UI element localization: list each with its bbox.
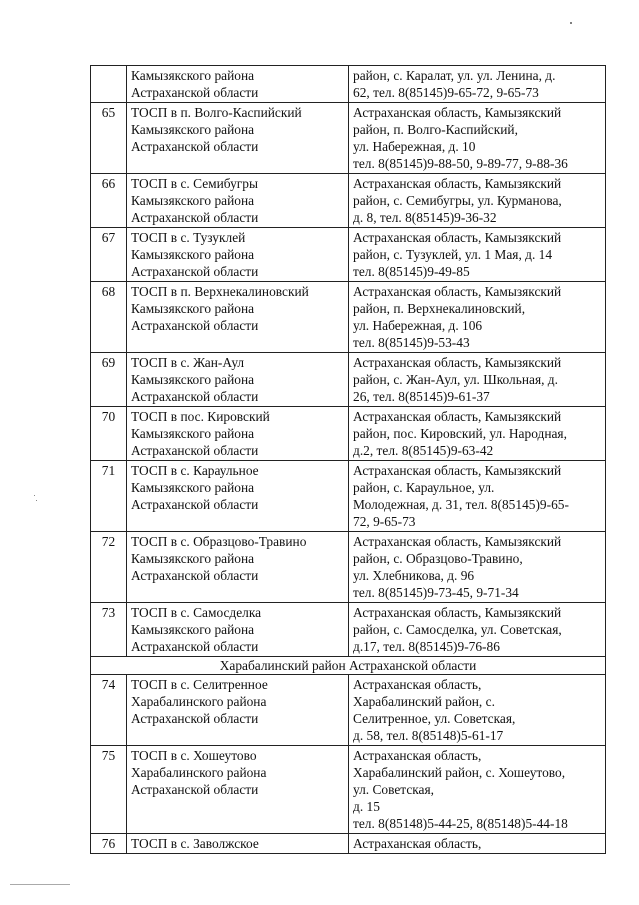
row-number-cell: 76	[91, 834, 127, 854]
table-row	[91, 282, 606, 353]
office-name-cell: ТОСП в п. Верхнекалиновский Камызякского района Астраханской области	[127, 282, 349, 353]
address-cell: Астраханская область, Харабалинский район, с. Хошеутово, ул. Советская, д. 15 тел. 8(85148)5-44-25, 8(85148)5-44-18	[349, 746, 606, 834]
table-row	[91, 603, 606, 657]
row-number-cell: 72	[91, 532, 127, 603]
row-number-cell: 70	[91, 407, 127, 461]
office-name-cell: ТОСП в с. Образцово-Травино Камызякского района Астраханской области	[127, 532, 349, 603]
office-name-cell: Камызякского района Астраханской области	[127, 66, 349, 103]
section-header-row	[91, 657, 606, 675]
row-number-cell: 65	[91, 103, 127, 174]
office-name-cell: ТОСП в с. Заволжское	[127, 834, 349, 854]
section-title: Харабалинский район Астраханской области	[91, 657, 606, 675]
address-cell: район, с. Каралат, ул. ул. Ленина, д. 62, тел. 8(85145)9-65-72, 9-65-73	[349, 66, 606, 103]
row-number-cell: 75	[91, 746, 127, 834]
office-name-cell: ТОСП в п. Волго-Каспийский Камызякского района Астраханской области	[127, 103, 349, 174]
tosp-address-table	[90, 65, 606, 854]
office-name-cell: ТОСП в с. Самосделка Камызякского района Астраханской области	[127, 603, 349, 657]
row-number-cell: 73	[91, 603, 127, 657]
address-cell: Астраханская область, Харабалинский район, с. Селитренное, ул. Советская, д. 58, тел. 8(85148)5-61-17	[349, 675, 606, 746]
office-name-cell: ТОСП в с. Хошеутово Харабалинского района Астраханской области	[127, 746, 349, 834]
address-cell: Астраханская область, Камызякский район, с. Образцово-Травино, ул. Хлебникова, д. 96 тел. 8(85145)9-73-45, 9-71-34	[349, 532, 606, 603]
office-name-cell: ТОСП в с. Караульное Камызякского района Астраханской области	[127, 461, 349, 532]
table-row	[91, 532, 606, 603]
scan-speck	[570, 22, 572, 24]
row-number-cell: 66	[91, 174, 127, 228]
row-number-cell: 71	[91, 461, 127, 532]
table-row	[91, 407, 606, 461]
office-name-cell: ТОСП в с. Тузуклей Камызякского района Астраханской области	[127, 228, 349, 282]
row-number-cell: 74	[91, 675, 127, 746]
table-row	[91, 834, 606, 854]
scan-speck	[34, 495, 35, 496]
address-cell: Астраханская область, Камызякский район, п. Волго-Каспийский, ул. Набережная, д. 10 тел. 8(85145)9-88-50, 9-89-77, 9-88-36	[349, 103, 606, 174]
address-cell: Астраханская область, Камызякский район, с. Семибугры, ул. Курманова, д. 8, тел. 8(85145)9-36-32	[349, 174, 606, 228]
address-cell: Астраханская область, Камызякский район, пос. Кировский, ул. Народная, д.2, тел. 8(85145)9-63-42	[349, 407, 606, 461]
table-row	[91, 174, 606, 228]
address-cell: Астраханская область, Камызякский район, с. Караульное, ул. Молодежная, д. 31, тел. 8(85145)9-65- 72, 9-65-73	[349, 461, 606, 532]
table-row	[91, 353, 606, 407]
address-cell: Астраханская область, Камызякский район, п. Верхнекалиновский, ул. Набережная, д. 106 тел. 8(85145)9-53-43	[349, 282, 606, 353]
address-cell: Астраханская область, Камызякский район, с. Самосделка, ул. Советская, д.17, тел. 8(85145)9-76-86	[349, 603, 606, 657]
table-row	[91, 66, 606, 103]
office-name-cell: ТОСП в с. Жан-Аул Камызякского района Астраханской области	[127, 353, 349, 407]
row-number-cell: 67	[91, 228, 127, 282]
table-row	[91, 675, 606, 746]
address-cell: Астраханская область, Камызякский район, с. Жан-Аул, ул. Школьная, д. 26, тел. 8(85145)9-61-37	[349, 353, 606, 407]
scan-speck	[36, 500, 37, 501]
document-table-container	[90, 65, 605, 854]
footer-rule	[10, 884, 70, 885]
row-number-cell	[91, 66, 127, 103]
table-row	[91, 746, 606, 834]
office-name-cell: ТОСП в пос. Кировский Камызякского района Астраханской области	[127, 407, 349, 461]
row-number-cell: 68	[91, 282, 127, 353]
row-number-cell: 69	[91, 353, 127, 407]
office-name-cell: ТОСП в с. Семибугры Камызякского района Астраханской области	[127, 174, 349, 228]
office-name-cell: ТОСП в с. Селитренное Харабалинского района Астраханской области	[127, 675, 349, 746]
address-cell: Астраханская область, Камызякский район, с. Тузуклей, ул. 1 Мая, д. 14 тел. 8(85145)9-49-85	[349, 228, 606, 282]
table-row	[91, 228, 606, 282]
table-body	[91, 66, 606, 854]
address-cell: Астраханская область,	[349, 834, 606, 854]
table-row	[91, 103, 606, 174]
table-row	[91, 461, 606, 532]
